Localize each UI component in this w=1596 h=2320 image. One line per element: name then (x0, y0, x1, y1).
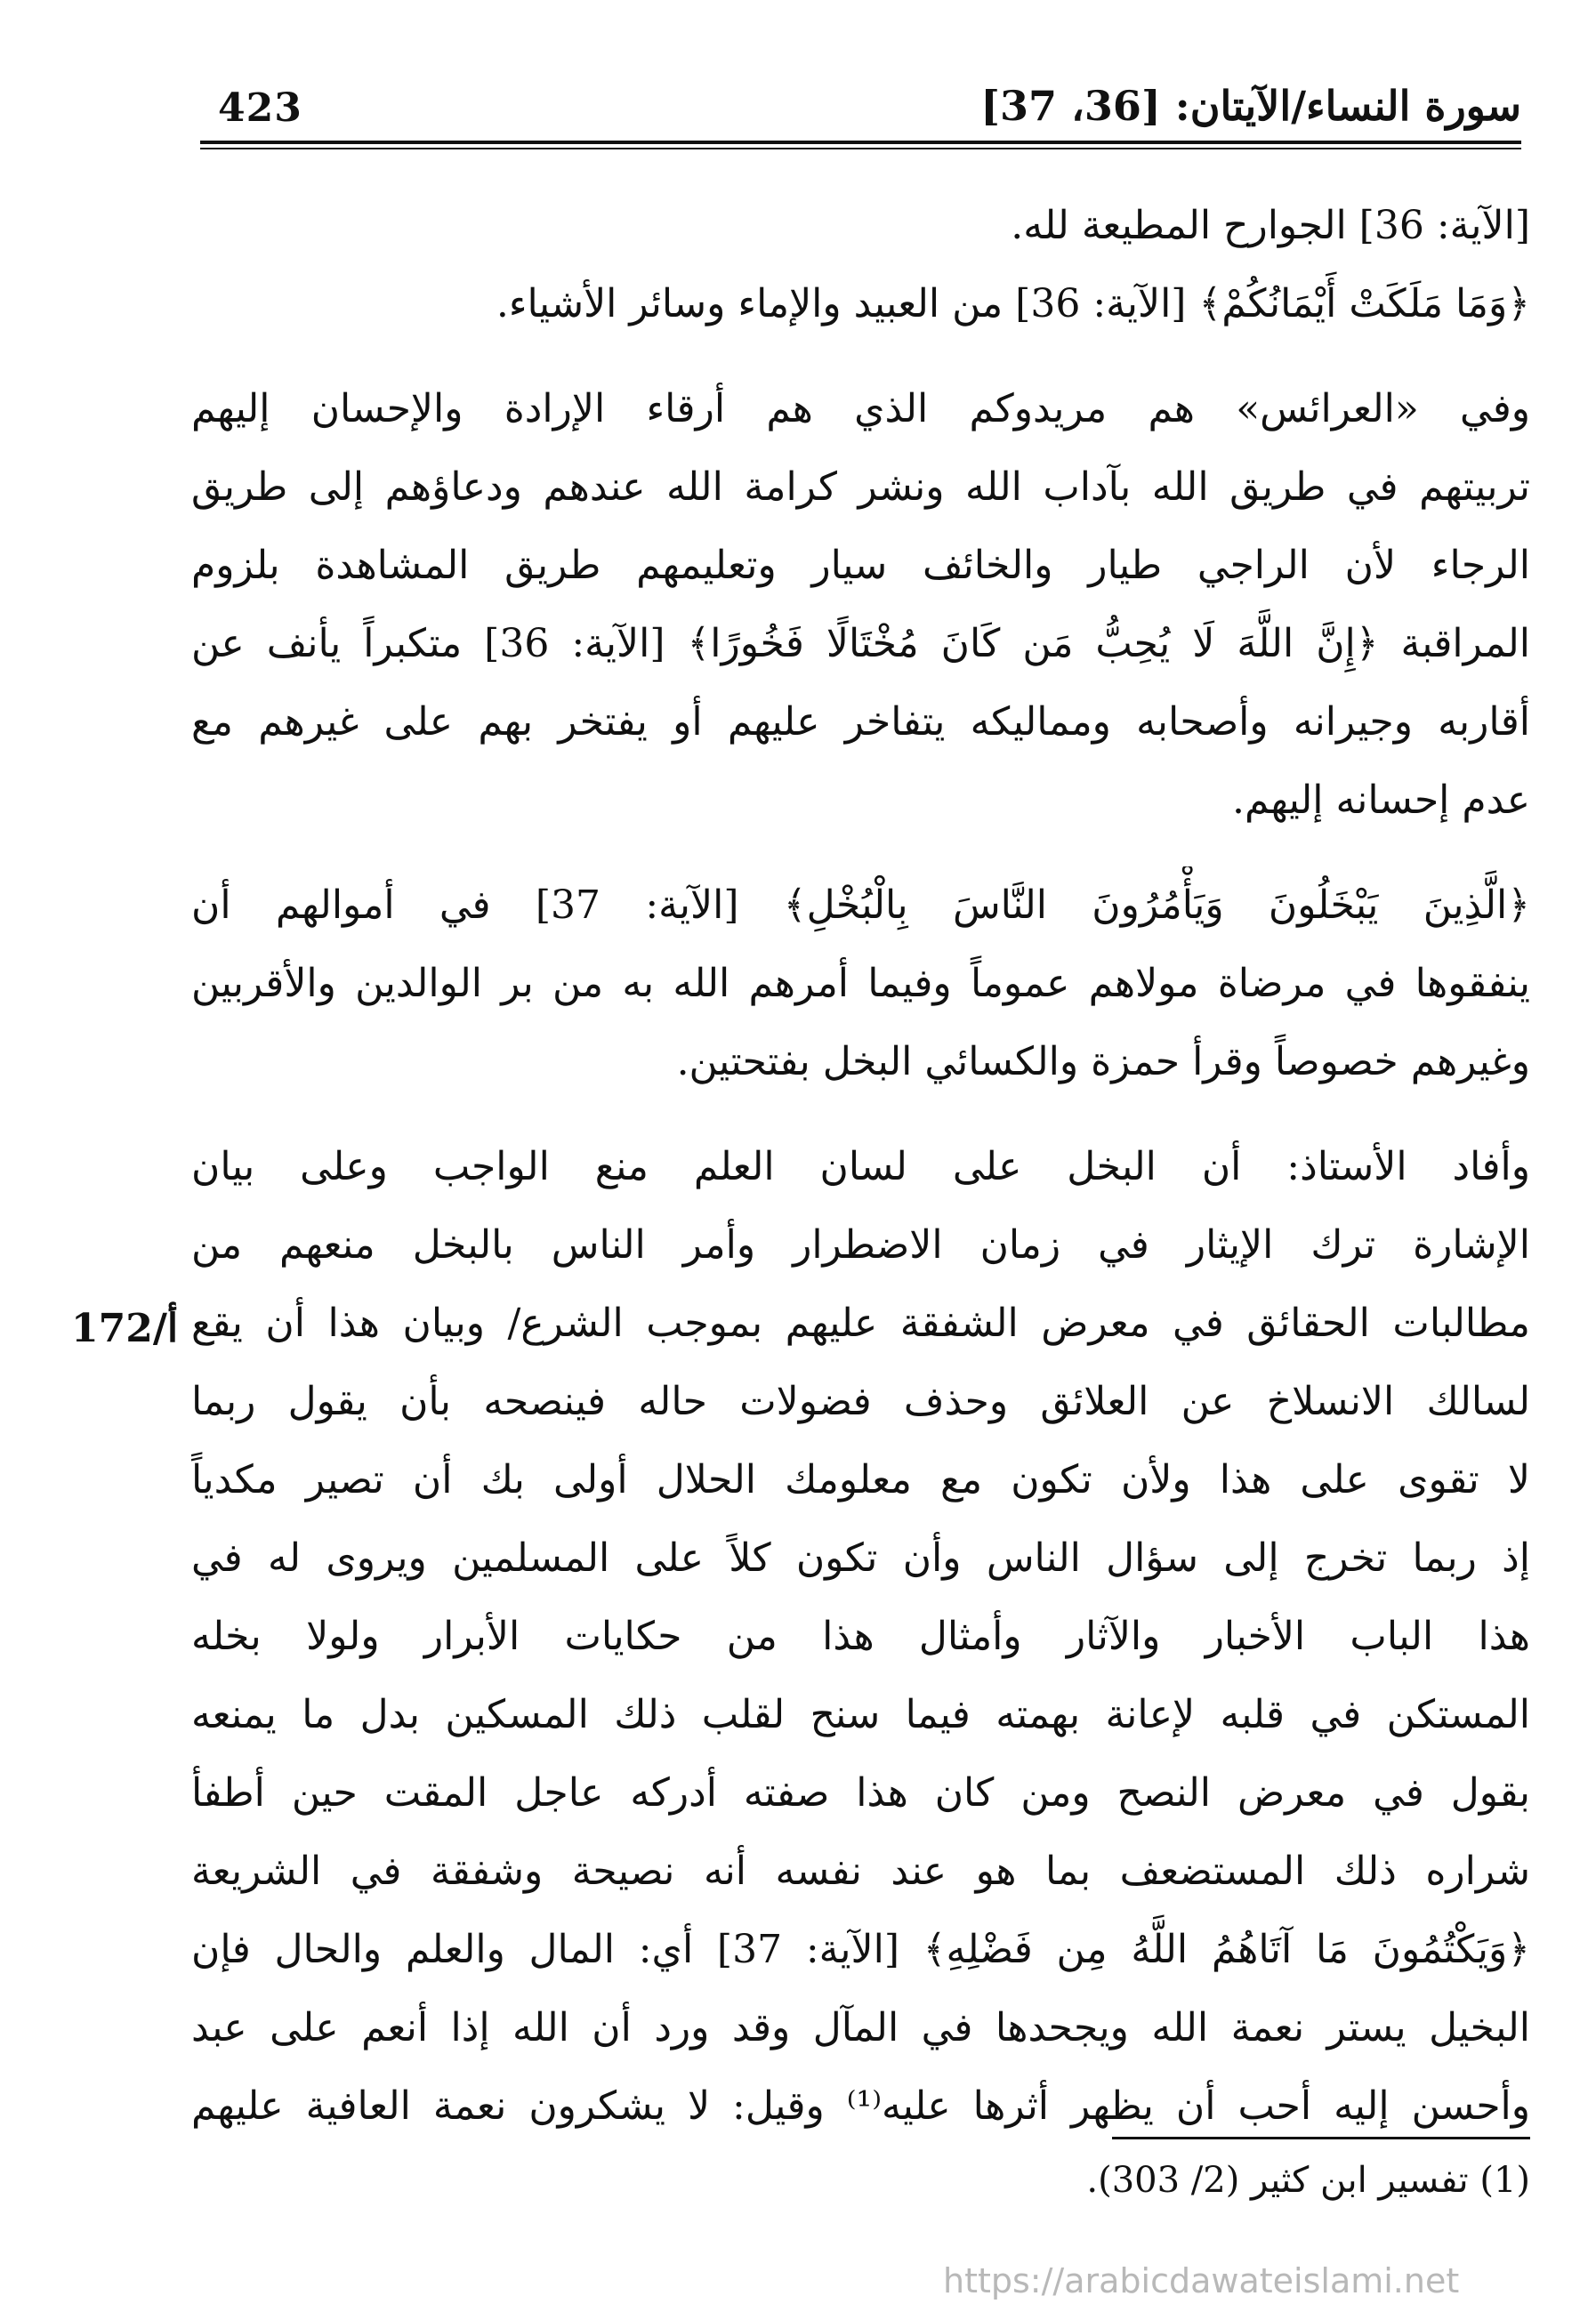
page-header (200, 78, 1521, 142)
body-line: الإشارة ترك الإيثار في زمان الاضطرار وأمر الناس بالبخل منعهم من (191, 1222, 1530, 1268)
body-line: وأحسن إليه أحب أن يظهر أثرها عليه⁽¹⁾ وقيل: لا يشكرون نعمة العافية عليهم (191, 2083, 1530, 2129)
header-rule-thin (200, 148, 1521, 149)
body-line: وغيرهم خصوصاً وقرأ حمزة والكسائي البخل بفتحتين. (676, 1039, 1530, 1084)
footnote: (1) تفسير ابن كثير (2/ 303). (1086, 2160, 1530, 2201)
body-line: هذا الباب الأخبار والآثار وأمثال هذا من حكايات الأبرار ولولا بخله (191, 1614, 1530, 1659)
body-line: شراره ذلك المستضعف بما هو عند نفسه أنه نصيحة وشفقة في الشريعة (191, 1849, 1530, 1894)
running-title: سورة النساء/الآيتان: [36، 37] (980, 82, 1521, 130)
body-line: البخيل يستر نعمة الله ويجحدها في المآل وقد ورد أن الله إذا أنعم على عبد (191, 2005, 1530, 2050)
body-line: وفي «العرائس» هم مريدوكم الذي هم أرقاء الإرادة والإحسان إليهم (191, 386, 1530, 431)
body-line: المراقبة ﴿إِنَّ اللَّهَ لَا يُحِبُّ مَن كَانَ مُخْتَالًا فَخُورًا﴾ [الآية: 36] متكبراً يأنف عن (191, 621, 1530, 666)
header-rule-thick (200, 141, 1521, 144)
body-line: المستكن في قلبه لإعانة بهمته فيما سنح لقلب ذلك المسكين بدل ما يمنعه (191, 1692, 1530, 1737)
body-line: ﴿الَّذِينَ يَبْخَلُونَ وَيَأْمُرُونَ النَّاسَ بِالْبُخْلِ﴾ [الآية: 37] في أموالهم أن (191, 882, 1530, 928)
margin-folio-note: 172/أ (71, 1306, 179, 1351)
watermark-url: https://arabicdawateislami.net (943, 2261, 1460, 2300)
body-line: وأفاد الأستاذ: أن البخل على لسان العلم منع الواجب وعلى بيان (191, 1144, 1530, 1189)
body-line: مطالبات الحقائق في معرض الشفقة عليهم بموجب الشرع/ وبيان هذا أن يقع (191, 1301, 1530, 1346)
body-line: لسالك الانسلاخ عن العلائق وحذف فضولات حاله فينصحه بأن يقول ربما (191, 1379, 1530, 1424)
body-line: [الآية: 36] الجوارح المطيعة لله. (1011, 203, 1530, 248)
body-line: ينفقوها في مرضاة مولاهم عموماً وفيما أمرهم الله به من بر الوالدين والأقربين (191, 961, 1530, 1006)
body-line: بقول في معرض النصح ومن كان هذا صفته أدركه عاجل المقت حين أطفأ (191, 1770, 1530, 1816)
page-number: 423 (218, 85, 302, 131)
body-line: أقاربه وجيرانه وأصحابه ومماليكه يتفاخر عليهم أو يفتخر بهم على غيرهم مع (191, 699, 1530, 745)
body-text (191, 187, 1530, 2146)
body-line: تربيتهم في طريق الله بآداب الله ونشر كرامة الله عندهم ودعاؤهم إلى طريق (191, 464, 1530, 510)
body-line: الرجاء لأن الراجي طيار والخائف سيار وتعليمهم طريق المشاهدة بلزوم (191, 543, 1530, 588)
body-line: لا تقوى على هذا ولأن تكون مع معلومك الحلال أولى بك أن تصير مكدياً (191, 1457, 1530, 1502)
body-line: ﴿وَمَا مَلَكَتْ أَيْمَانُكُمْ﴾ [الآية: 36] من العبيد والإماء وسائر الأشياء. (496, 281, 1530, 326)
footnote-divider (1112, 2137, 1530, 2139)
body-line: إذ ربما تخرج إلى سؤال الناس وأن تكون كلاً على المسلمين ويروى له في (191, 1535, 1530, 1581)
body-line: ﴿وَيَكْتُمُونَ مَا آتَاهُمُ اللَّهُ مِن فَضْلِهِ﴾ [الآية: 37] أي: المال والعلم والحال فإن (191, 1927, 1530, 1972)
body-line: عدم إحسانه إليهم. (1232, 777, 1530, 823)
